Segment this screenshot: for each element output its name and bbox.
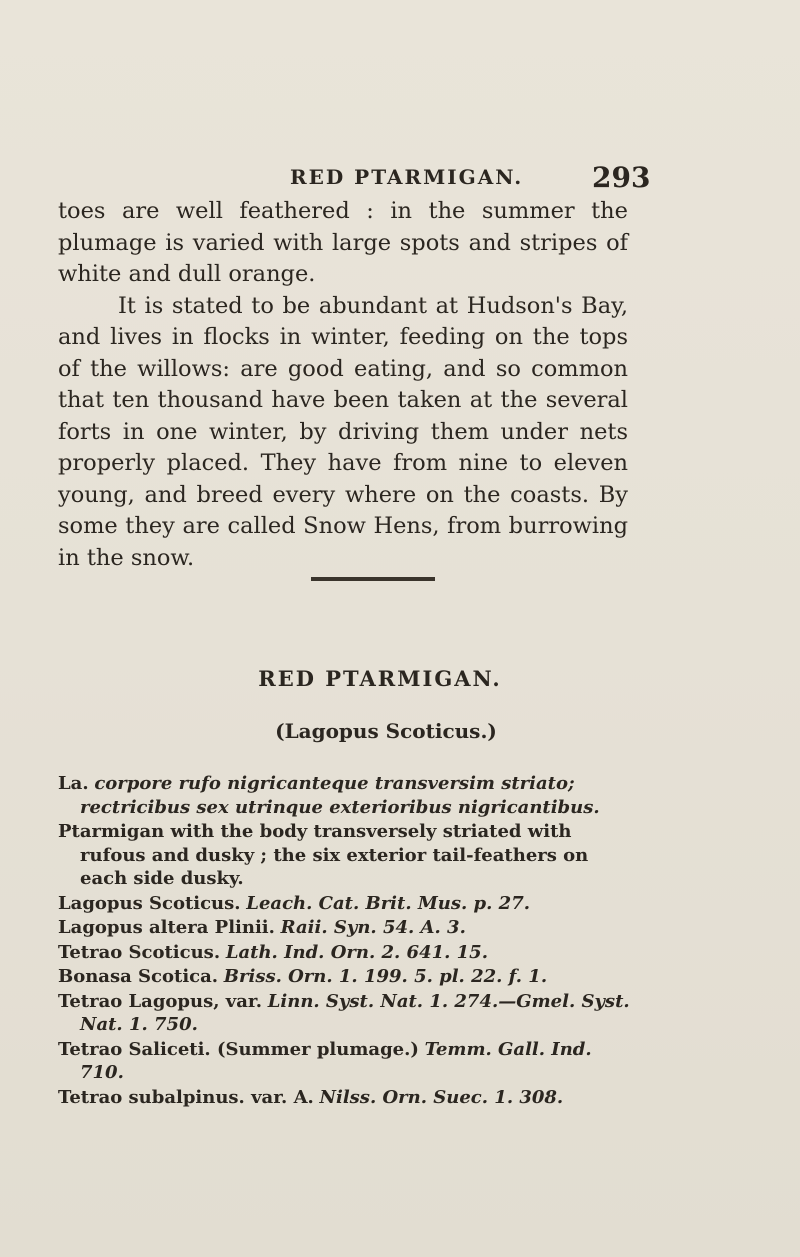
running-head: [0, 161, 800, 195]
synonym-entry: [58, 1038, 638, 1085]
synonym-name: Tetrao Saliceti. (Summer plumage.): [58, 1038, 419, 1060]
synonym-reference: Lath. Ind. Orn. 2. 641. 15.: [225, 941, 488, 963]
synonym-entry: [58, 941, 638, 965]
section-divider: [311, 577, 435, 581]
synonym-name: Tetrao Lagopus, var.: [58, 990, 262, 1012]
synonym-reference: Briss. Orn. 1. 199. 5. pl. 22. f. 1.: [223, 966, 548, 987]
synonym-name: Tetrao Scoticus.: [58, 941, 221, 963]
diagnosis-text: corpore rufo nigricanteque transversim striato; rectricibus sex utrinque exterioribus nigricantibus.: [80, 773, 600, 818]
synonym-entry: [58, 892, 638, 916]
diagnosis-lead: La.: [58, 773, 89, 794]
section-title-text: RED PTARMIGAN.: [258, 666, 502, 691]
synonym-list: [58, 772, 638, 1110]
synonym-reference: Raii. Syn. 54. A. 3.: [280, 917, 466, 938]
page-number: 293: [592, 161, 651, 194]
body-text: [58, 196, 628, 574]
diagnosis: [58, 772, 638, 819]
synonym-name: Tetrao subalpinus. var. A.: [58, 1086, 314, 1108]
latin-name: [0, 719, 800, 743]
latin-name-text: (Lagopus Scoticus.): [275, 719, 497, 743]
section-title: [0, 666, 800, 691]
description: [58, 820, 638, 891]
synonym-entry: [58, 916, 638, 940]
synonym-entry: [58, 1086, 638, 1110]
synonym-reference: Leach. Cat. Brit. Mus. p. 27.: [246, 892, 530, 914]
synonym-reference: Nilss. Orn. Suec. 1. 308.: [319, 1086, 564, 1108]
description-text: Ptarmigan with the body transversely striated with rufous and dusky ; the six exterior tail-feathers on each side dusky.: [58, 821, 589, 889]
synonym-reference: Temm. Gall. Ind. 710.: [80, 1038, 592, 1083]
synonym-reference: Linn. Syst. Nat. 1. 274.—Gmel. Syst. Nat. 1. 750.: [80, 990, 630, 1035]
synonym-name: Lagopus Scoticus.: [58, 892, 241, 914]
synonym-entry: [58, 965, 638, 989]
running-title: RED PTARMIGAN.: [290, 165, 524, 189]
synonym-entry: [58, 990, 638, 1037]
paragraph: toes are well feathered : in the summer the plumage is varied with large spots and stripes of white and dull orange.: [58, 198, 628, 287]
synonym-name: Lagopus altera Plinii.: [58, 917, 275, 938]
synonym-name: Bonasa Scotica.: [58, 966, 219, 987]
paragraph: It is stated to be abundant at Hudson's Bay, and lives in flocks in winter, feeding on the tops of the willows: are good eating, and so common that ten thousand have been taken at the several forts in one winter, by driving them under nets properly placed. They have from nine to eleven young, and breed every where on the coasts. By some they are called Snow Hens, from burrowing in the snow.: [58, 292, 628, 571]
